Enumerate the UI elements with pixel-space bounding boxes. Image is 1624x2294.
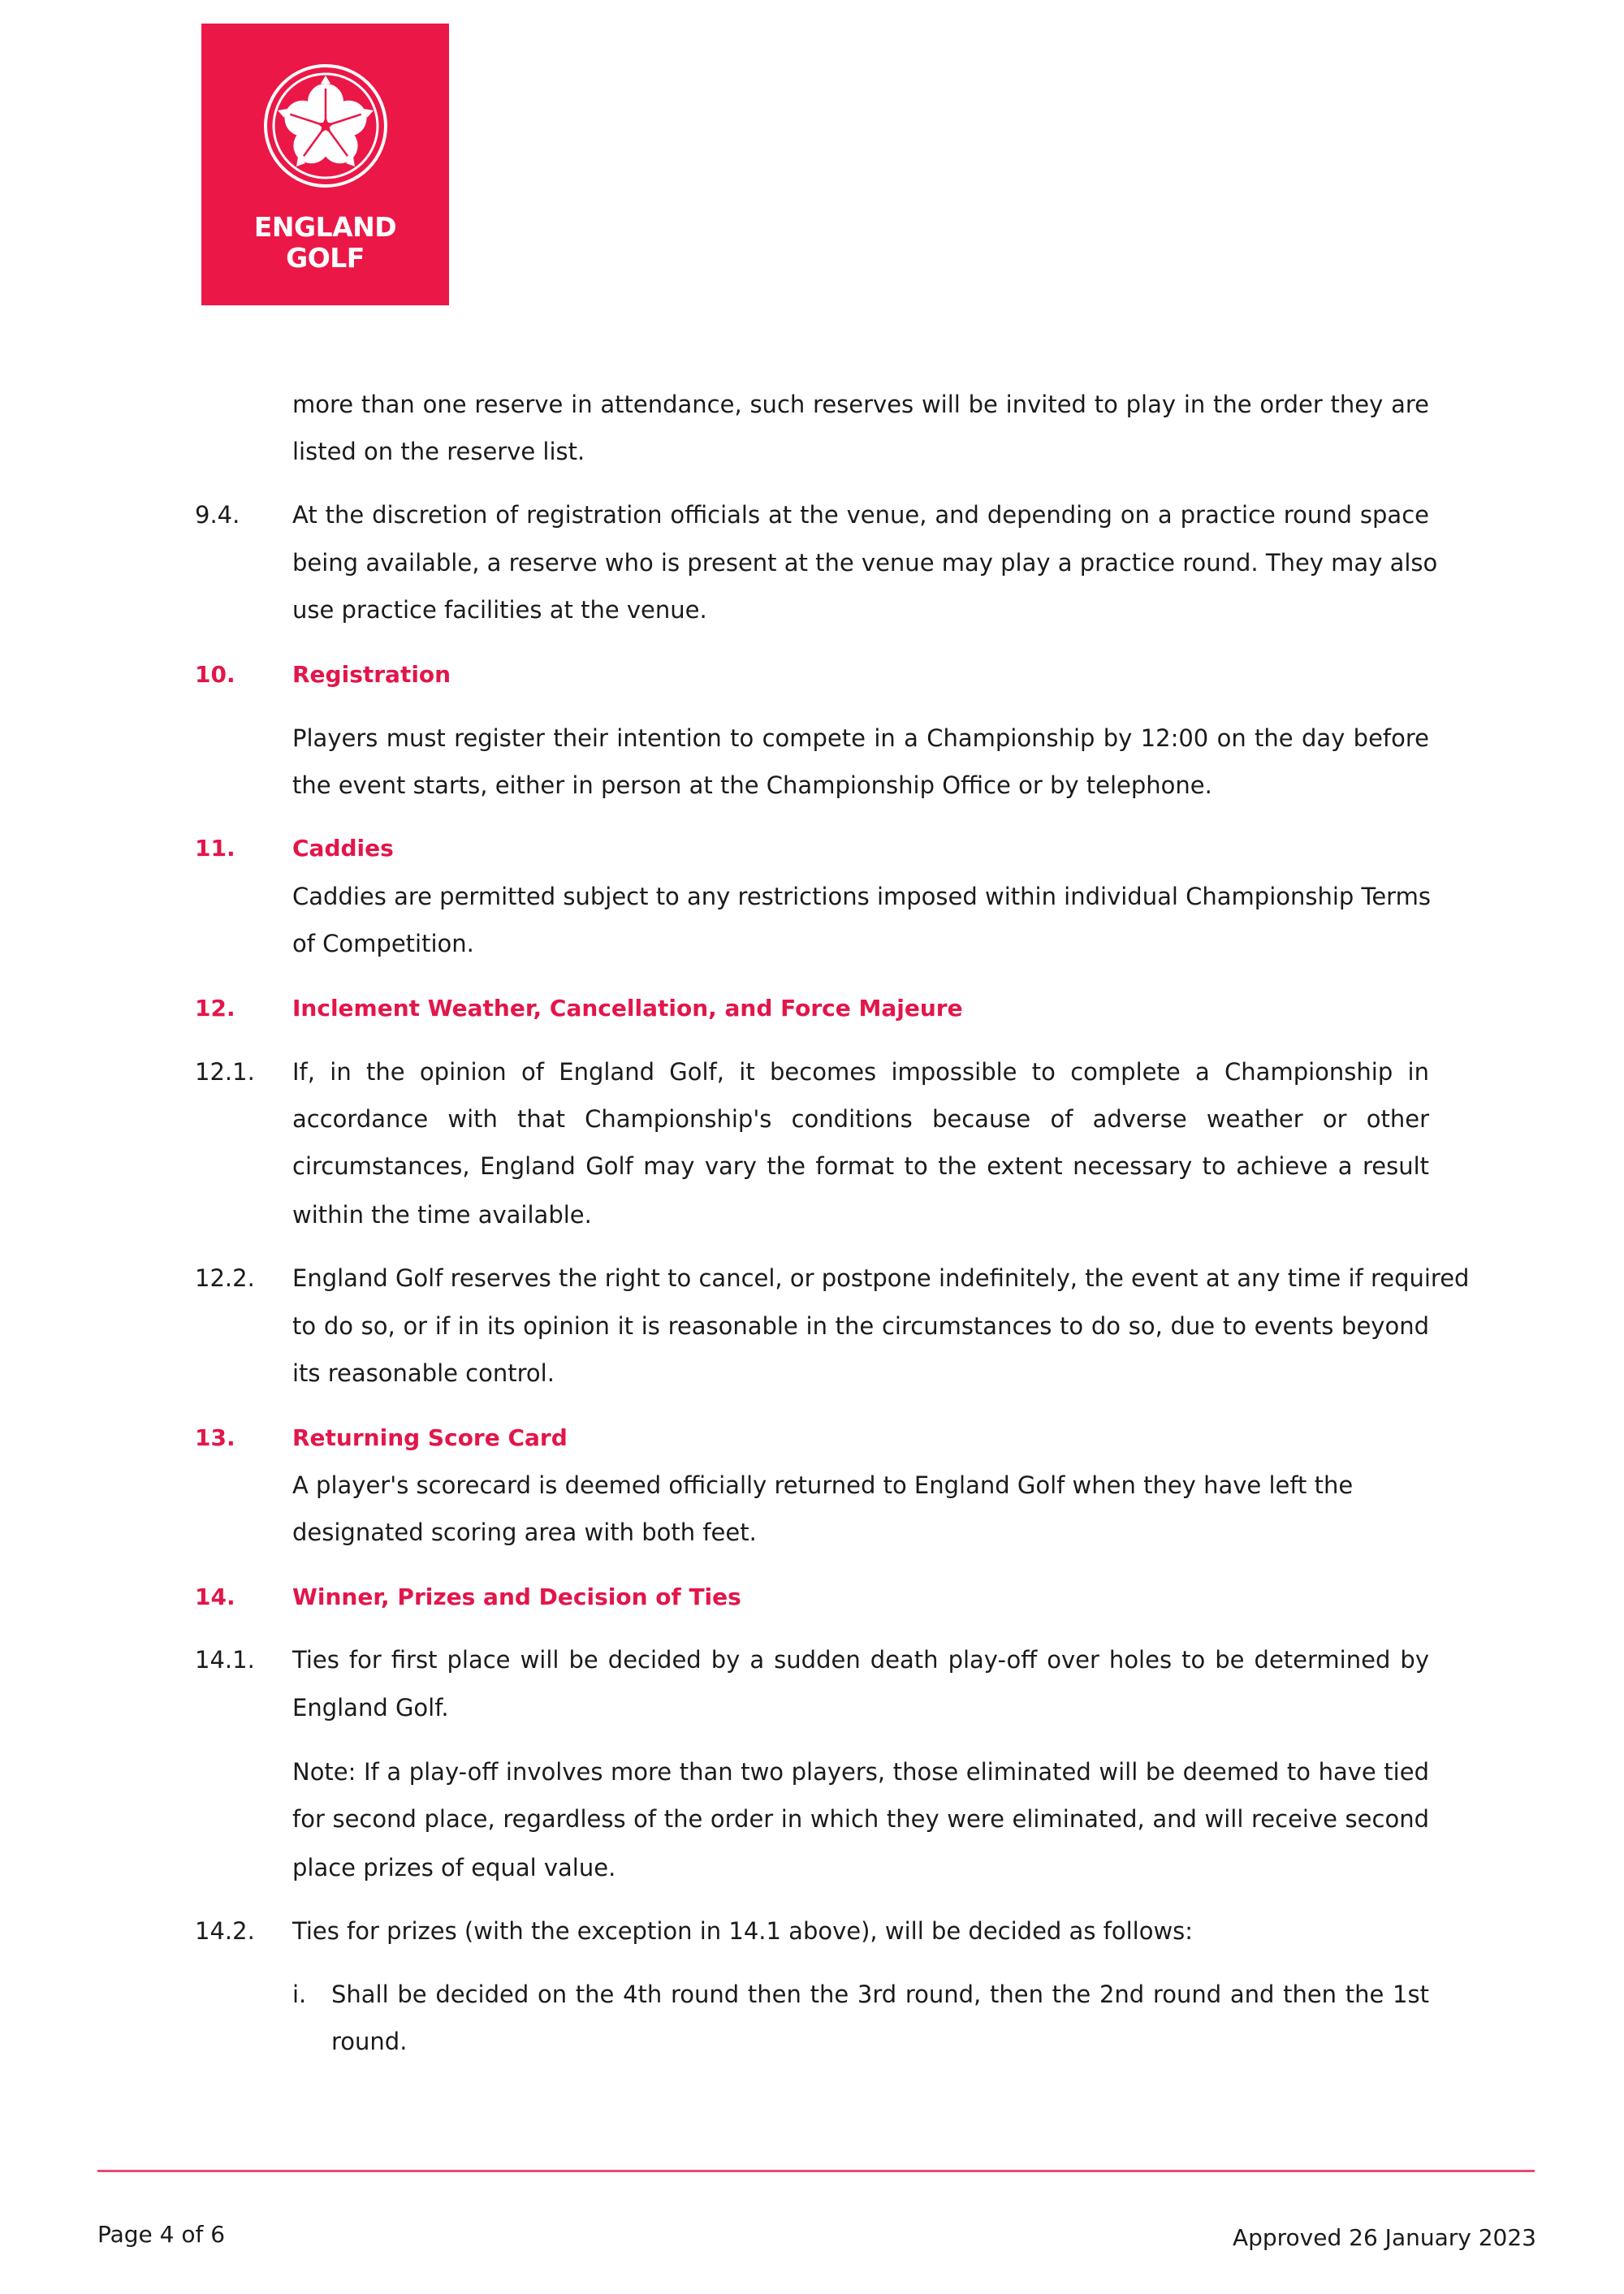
section-number: 13. <box>195 1424 235 1451</box>
clause-number: 14.1. <box>195 1646 255 1674</box>
section-heading-registration: Registration <box>292 661 451 688</box>
clause-12-1-text-line: within the time available. <box>292 1201 592 1229</box>
clause-12-1-text-line: If, in the opinion of England Golf, it becomes impossible to complete a Championship in <box>292 1058 1429 1086</box>
section-10-text-line: the event starts, either in person at the Championship Office or by telephone. <box>292 771 1212 799</box>
clause-12-2-text-line: its reasonable control. <box>292 1359 555 1387</box>
section-number: 10. <box>195 661 235 688</box>
clause-9-3-text-line: listed on the reserve list. <box>292 438 585 465</box>
clause-12-2-text-line: England Golf reserves the right to cancel, or postpone indefinitely, the event at any time if required <box>292 1264 1470 1292</box>
clause-14-2-text-line: Ties for prizes (with the exception in 14.1 above), will be decided as follows: <box>292 1917 1194 1945</box>
page-number: Page 4 of 6 <box>97 2221 226 2248</box>
clause-number: 12.2. <box>195 1264 255 1292</box>
section-heading-returning-score-card: Returning Score Card <box>292 1424 568 1451</box>
clause-number: 14.2. <box>195 1917 255 1945</box>
logo-text-england: ENGLAND <box>253 211 397 243</box>
clause-12-1-text-line: circumstances, England Golf may vary the format to the extent necessary to achieve a result <box>292 1152 1429 1180</box>
clause-14-1-note-line: for second place, regardless of the order in which they were eliminated, and will receive second <box>292 1805 1429 1833</box>
section-number: 11. <box>195 835 235 862</box>
clause-12-2-text-line: to do so, or if in its opinion it is reasonable in the circumstances to do so, due to events beyond <box>292 1312 1429 1340</box>
england-golf-logo <box>201 24 449 305</box>
section-11-text-line: of Competition. <box>292 930 474 957</box>
subitem-text-line: round. <box>331 2028 408 2055</box>
subitem-marker: i. <box>292 1981 307 2008</box>
logo-text-golf: GOLF <box>286 242 365 274</box>
subitem-text-line: Shall be decided on the 4th round then the 3rd round, then the 2nd round and then the 1st <box>331 1981 1429 2008</box>
clause-number: 12.1. <box>195 1058 255 1086</box>
section-10-text-line: Players must register their intention to compete in a Championship by 12:00 on the day before <box>292 724 1429 752</box>
section-11-text-line: Caddies are permitted subject to any restrictions imposed within individual Championship Terms <box>292 883 1431 910</box>
clause-14-1-text-line: England Golf. <box>292 1694 449 1722</box>
section-13-text-line: A player's scorecard is deemed officially returned to England Golf when they have left the <box>292 1471 1354 1499</box>
clause-14-1-note-line: Note: If a play-off involves more than two players, those eliminated will be deemed to have tied <box>292 1758 1429 1786</box>
section-number: 14. <box>195 1583 235 1610</box>
clause-9-4-text-line: being available, a reserve who is present at the venue may play a practice round. They may also <box>292 549 1438 577</box>
clause-number: 9.4. <box>195 501 240 529</box>
clause-9-3-text-line: more than one reserve in attendance, such reserves will be invited to play in the order they are <box>292 391 1429 418</box>
clause-12-1-text-line: accordance with that Championship's conditions because of adverse weather or other <box>292 1105 1429 1133</box>
section-heading-inclement-weather: Inclement Weather, Cancellation, and Force Majeure <box>292 995 963 1022</box>
footer-divider <box>97 2170 1535 2172</box>
clause-9-4-text-line: use practice facilities at the venue. <box>292 596 707 624</box>
approval-date: Approved 26 January 2023 <box>1232 2224 1536 2251</box>
clause-14-1-note-line: place prizes of equal value. <box>292 1854 616 1881</box>
section-number: 12. <box>195 995 235 1022</box>
section-heading-caddies: Caddies <box>292 835 394 862</box>
section-13-text-line: designated scoring area with both feet. <box>292 1519 757 1546</box>
clause-14-1-text-line: Ties for first place will be decided by a sudden death play-off over holes to be determined by <box>292 1646 1429 1674</box>
section-heading-winner-prizes-ties: Winner, Prizes and Decision of Ties <box>292 1583 741 1610</box>
clause-9-4-text-line: At the discretion of registration officials at the venue, and depending on a practice round space <box>292 501 1429 529</box>
